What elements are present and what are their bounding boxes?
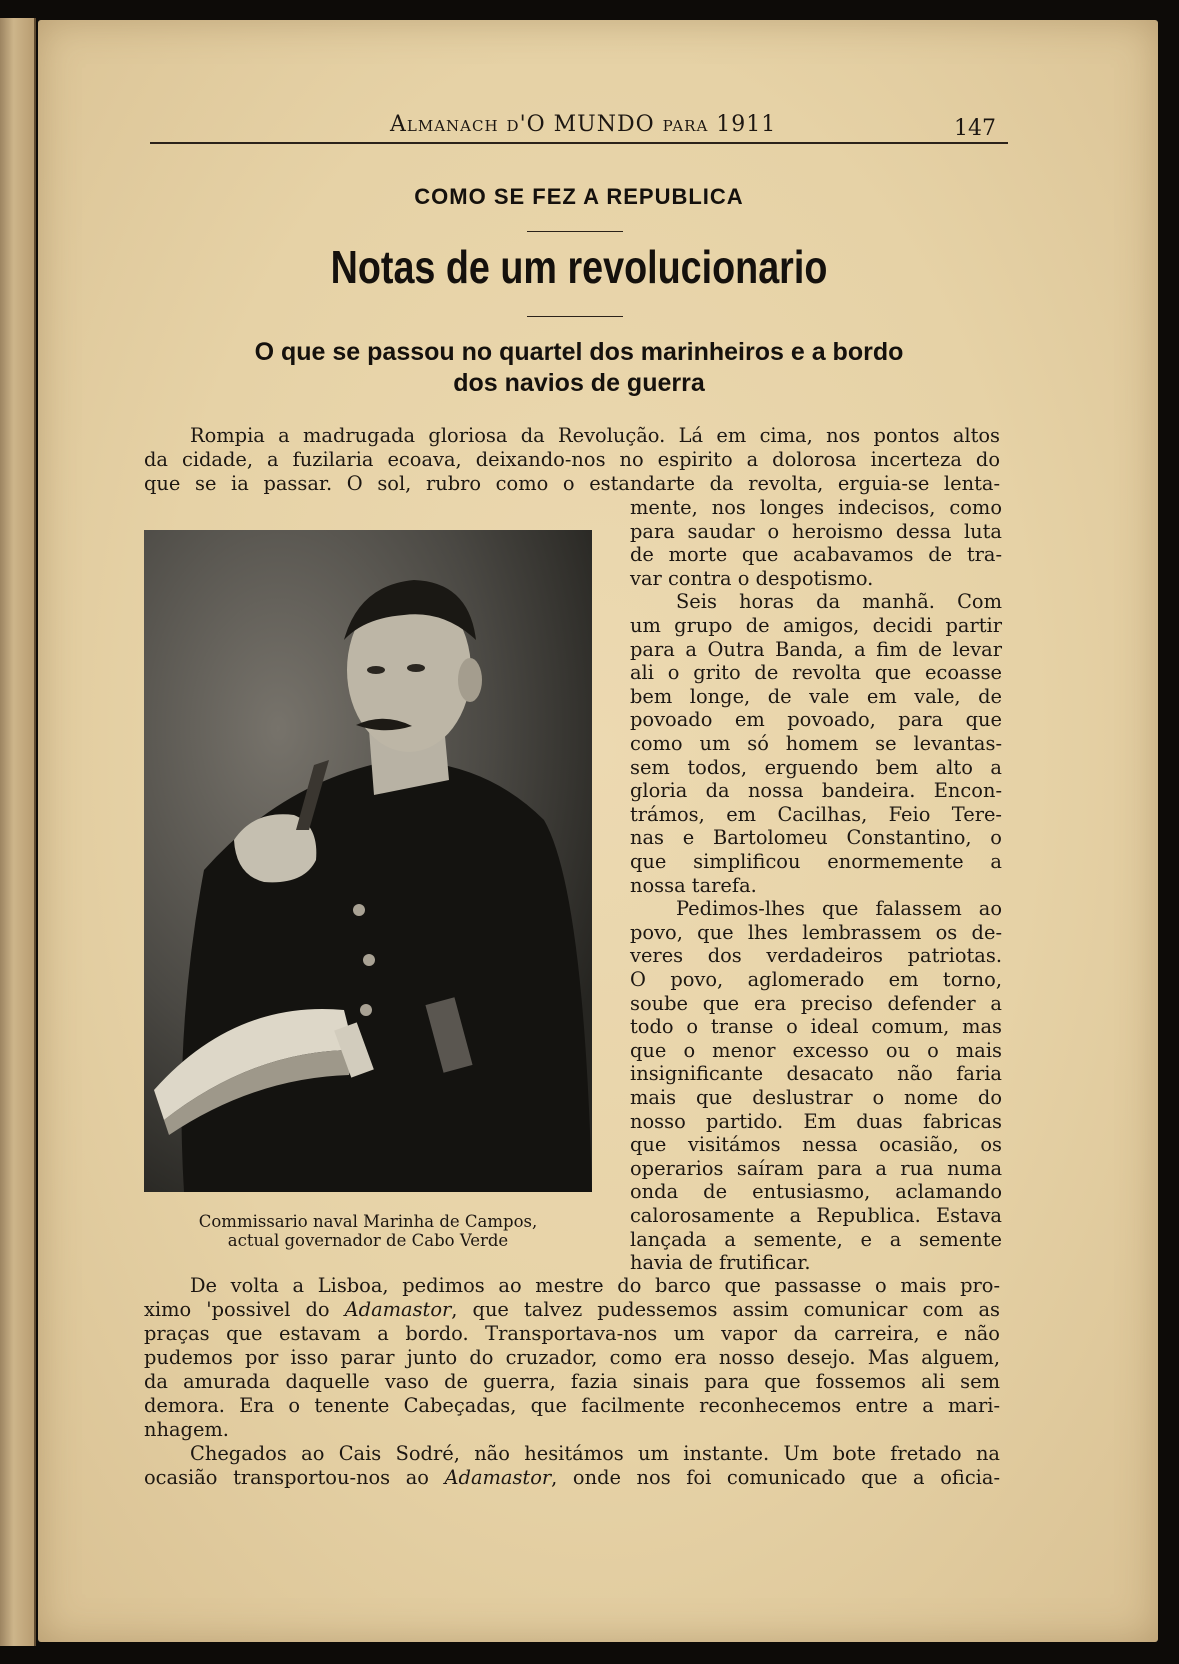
column-line: operarios saíram para a rua numa (630, 1156, 1002, 1180)
column-line: insignificante desacato não faria (630, 1062, 1002, 1086)
column-line: calorosamente a Republica. Estava (630, 1204, 1002, 1227)
column-line: gloria da nossa bandeira. Encon- (630, 779, 1002, 803)
subtitle-line-2: dos navios de guerra (453, 369, 705, 397)
column-line: nossa tarefa. (630, 873, 757, 897)
column-line: para a Outra Banda, a fim de levar (630, 637, 1002, 661)
column-line: que o menor excesso ou o mais (630, 1038, 1002, 1062)
page-number: 147 (954, 116, 996, 141)
caption-line-2: actual governador de Cabo Verde (227, 1231, 509, 1250)
previous-page-edge (0, 18, 36, 1646)
subtitle-line-1: O que se passou no quartel dos marinheiros e a bordo (254, 338, 904, 366)
column-line: que visitámos nessa ocasião, os (630, 1133, 1002, 1157)
column-line: Pedimos-lhes que falassem ao (676, 897, 1002, 921)
column-line: que simplificou enormemente a (630, 850, 1002, 873)
portrait-figure-icon (144, 530, 592, 1192)
column-line: todo o transe o ideal comum, mas (630, 1015, 1002, 1039)
photo-caption (144, 1212, 592, 1250)
body-line: da amurada daquelle vaso de guerra, fazia sinais para que fossemos ali sem (144, 1370, 1000, 1393)
body-line: De volta a Lisboa, pedimos ao mestre do barco que passasse o mais pro- (190, 1274, 1000, 1297)
title-rule-top (527, 231, 623, 232)
subtitle (150, 337, 1008, 399)
body-line: nhagem. (144, 1418, 229, 1441)
header-title: Almanach d'O MUNDO para 1911 (390, 112, 777, 137)
column-line: nas e Bartolomeu Constantino, o (630, 826, 1002, 850)
body-text: , onde nos foi comunicado que a oficia- (551, 1466, 1000, 1489)
intro-line: da cidade, a fuzilaria ecoava, deixando-nos no espirito a dolorosa incerteza do (144, 448, 1000, 471)
body-line: Chegados ao Cais Sodré, não hesitámos um instante. Um bote fretado na (190, 1442, 1000, 1465)
column-line: Seis horas da manhã. Com (676, 590, 1002, 614)
column-line: para saudar o heroismo dessa luta (630, 519, 1002, 543)
column-line: povo, que lhes lembrassem os de- (630, 920, 1002, 944)
column-line: bem longe, de vale em vale, de (630, 684, 1002, 708)
column-line: lançada a semente, e a semente (630, 1227, 1002, 1251)
column-line: var contra o despotismo. (630, 566, 874, 590)
title-rule-bottom (527, 316, 623, 317)
section-title: COMO SE FEZ A REPUBLICA (414, 184, 744, 209)
ship-name: Adamastor (344, 1298, 452, 1321)
running-header (150, 108, 1008, 144)
column-line: de morte que acabavamos de tra- (630, 543, 1002, 567)
column-line: sem todos, erguendo bem alto a (630, 755, 1002, 779)
body-text: ximo 'possivel do (144, 1298, 345, 1321)
column-line: O povo, aglomerado em torno, (630, 968, 1002, 991)
portrait-photo (144, 530, 592, 1192)
column-line: nosso partido. Em duas fabricas (630, 1109, 1002, 1133)
intro-line: que se ia passar. O sol, rubro como o estandarte da revolta, erguia-se lenta- (144, 472, 1000, 495)
body-line: demora. Era o tenente Cabeçadas, que facilmente reconhecemos entre a mari- (144, 1394, 1000, 1417)
body-text: , que talvez pudessemos assim comunicar com as (451, 1298, 1001, 1321)
body-line: praças que estavam a bordo. Transportava-nos um vapor da carreira, e não (144, 1322, 1000, 1345)
column-line: trámos, em Cacilhas, Feio Tere- (630, 802, 1002, 826)
column-line: um grupo de amigos, decidi partir (630, 614, 1002, 637)
body-text: ocasião transportou-nos ao (144, 1466, 445, 1489)
body-line (144, 1298, 1000, 1322)
column-line: onda de entusiasmo, aclamando (630, 1180, 1002, 1204)
caption-line-1: Commissario naval Marinha de Campos, (198, 1212, 538, 1231)
column-line: ali o grito de revolta que ecoasse (630, 661, 1002, 685)
main-title: Notas de um revolucionario (330, 241, 828, 293)
column-line: mais que deslustrar o nome do (630, 1086, 1002, 1109)
ship-name: Adamastor (444, 1466, 552, 1489)
column-line: povoado em povoado, para que (630, 708, 1002, 732)
intro-line: Rompia a madrugada gloriosa da Revolução. Lá em cima, nos pontos altos (190, 424, 1000, 447)
column-line: veres dos verdadeiros patriotas. (630, 944, 1002, 968)
column-line: mente, nos longes indecisos, como (630, 496, 1002, 519)
column-line: soube que era preciso defender a (630, 991, 1002, 1015)
column-line: havia de frutificar. (630, 1251, 811, 1275)
body-line: pudemos por isso parar junto do cruzador, como era nosso desejo. Mas alguem, (144, 1346, 1000, 1369)
body-line (144, 1466, 1000, 1490)
column-line: como um só homem se levantas- (630, 732, 1002, 755)
